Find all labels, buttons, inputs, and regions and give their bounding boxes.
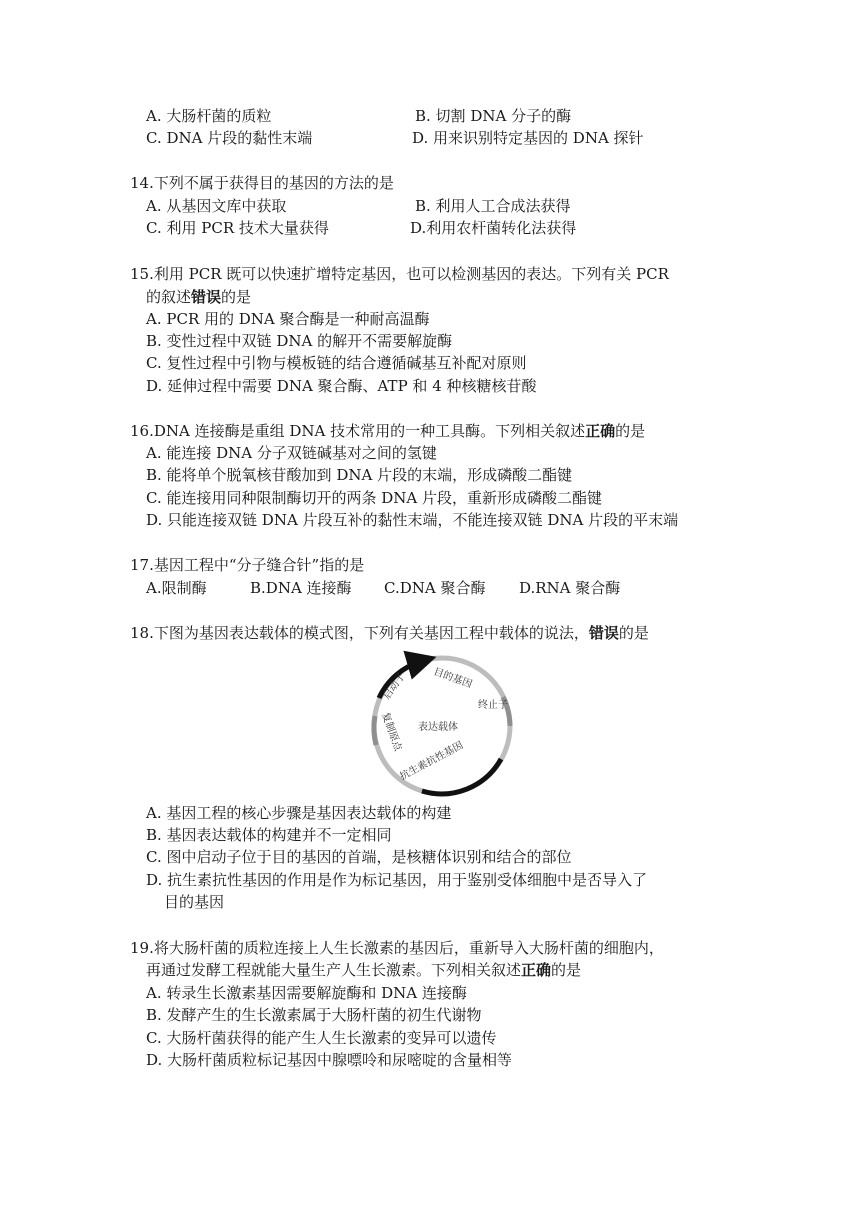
- q16-stem-post: 的是: [615, 422, 646, 440]
- q16-option-c: C. 能连接用同种限制酶切开的两条 DNA 片段，重新形成磷酸二酯键: [146, 489, 603, 507]
- q18-option-b: B. 基因表达载体的构建并不一定相同: [146, 826, 392, 844]
- q16-option-d: D. 只能连接双链 DNA 片段互补的黏性末端，不能连接双链 DNA 片段的平末端: [146, 511, 679, 529]
- q15-stem-line2: [146, 287, 251, 307]
- q18-option-c: C. 图中启动子位于目的基因的首端，是核糖体识别和结合的部位: [146, 848, 572, 866]
- q18-stem-emphasis: 错误: [588, 624, 619, 642]
- q17-stem: 17.基因工程中“分子缝合针”指的是: [130, 556, 365, 574]
- q16-stem-emphasis: 正确: [585, 422, 616, 440]
- q19-option-d: D. 大肠杆菌质粒标记基因中腺嘌呤和尿嘧啶的含量相等: [146, 1051, 513, 1069]
- q14-option-d: D.利用农杆菌转化法获得: [410, 219, 577, 237]
- q16-stem: [130, 421, 645, 441]
- q15-option-d: D. 延伸过程中需要 DNA 聚合酶、ATP 和 4 种核糖核苷酸: [146, 377, 537, 395]
- q19-stem-post: 的是: [551, 961, 582, 979]
- q15-stem-post: 的是: [221, 288, 252, 306]
- promoter-label: 启动子: [381, 670, 408, 702]
- q18-stem-post: 的是: [618, 624, 649, 642]
- terminator-label: 终止子: [478, 700, 508, 711]
- target-gene-label: 目的基因: [431, 666, 474, 691]
- q19-option-b: B. 发酵产生的生长激素属于大肠杆菌的初生代谢物: [146, 1006, 482, 1024]
- q14-stem: 14.下列不属于获得目的基因的方法的是: [130, 174, 394, 192]
- origin-segment: [374, 716, 376, 745]
- q15-stem-line1: 15.利用 PCR 既可以快速扩增特定基因，也可以检测基因的表达。下列有关 PCR: [130, 265, 669, 283]
- q18-option-a: A. 基因工程的核心步骤是基因表达载体的构建: [146, 804, 452, 822]
- q19-stem-line2: [146, 960, 581, 980]
- q15-option-a: A. PCR 用的 DNA 聚合酶是一种耐高温酶: [146, 310, 430, 328]
- q19-stem-pre: 再通过发酵工程就能大量生产人生长激素。下列相关叙述: [146, 961, 522, 979]
- q17-option-a: A.限制酶: [146, 579, 207, 597]
- q15-option-b: B. 变性过程中双链 DNA 的解开不需要解旋酶: [146, 332, 453, 350]
- q13-option-c: C. DNA 片段的黏性末端: [146, 129, 313, 147]
- q14-option-a: A. 从基因文库中获取: [146, 197, 287, 215]
- q16-option-a: A. 能连接 DNA 分子双链碱基对之间的氢键: [146, 444, 437, 462]
- q15-option-c: C. 复性过程中引物与模板链的结合遵循碱基互补配对原则: [146, 354, 527, 372]
- q18-option-d: D. 抗生素抗性基因的作用是作为标记基因，用于鉴别受体细胞中是否导入了: [146, 871, 648, 889]
- q15-stem-pre: 的叙述: [146, 288, 192, 306]
- expression-vector-diagram: [360, 650, 525, 800]
- q16-option-b: B. 能将单个脱氧核苷酸加到 DNA 片段的末端，形成磷酸二酯键: [146, 466, 573, 484]
- q17-option-d: D.RNA 聚合酶: [519, 579, 621, 597]
- resistance-gene-label: 抗生素抗性基因: [398, 740, 466, 783]
- center-label: 表达载体: [418, 722, 458, 733]
- origin-label: 复制原点: [379, 711, 404, 753]
- q19-option-a: A. 转录生长激素基因需要解旋酶和 DNA 连接酶: [146, 984, 467, 1002]
- q14-option-c: C. 利用 PCR 技术大量获得: [146, 219, 329, 237]
- q17-option-c: C.DNA 聚合酶: [384, 579, 486, 597]
- q19-option-c: C. 大肠杆菌获得的能产生人生长激素的变异可以遗传: [146, 1029, 497, 1047]
- q18-stem-pre: 18.下图为基因表达载体的模式图，下列有关基因工程中载体的说法，: [130, 624, 589, 642]
- q16-stem-pre: 16.DNA 连接酶是重组 DNA 技术常用的一种工具酶。下列相关叙述: [130, 422, 586, 440]
- q18-option-d-continued: 目的基因: [164, 893, 225, 911]
- q17-option-b: B.DNA 连接酶: [250, 579, 352, 597]
- q13-option-a: A. 大肠杆菌的质粒: [146, 107, 272, 125]
- q15-stem-emphasis: 错误: [191, 288, 222, 306]
- q13-option-d: D. 用来识别特定基因的 DNA 探针: [412, 129, 644, 147]
- q19-stem-line1: 19.将大肠杆菌的质粒连接上人生长激素的基因后，重新导入大肠杆菌的细胞内，: [130, 939, 664, 957]
- q18-stem: [130, 623, 649, 643]
- q13-option-b: B. 切割 DNA 分子的酶: [415, 107, 572, 125]
- q19-stem-emphasis: 正确: [521, 961, 552, 979]
- q14-option-b: B. 利用人工合成法获得: [415, 197, 571, 215]
